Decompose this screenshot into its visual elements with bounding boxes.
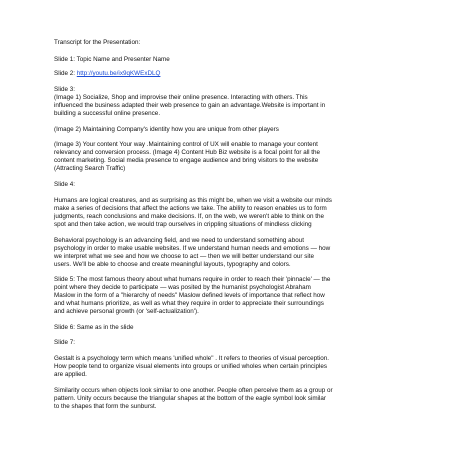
slide-4-paragraph-2-line: users. We'll be able to choose and create meaningful layouts, typography and colors. bbox=[54, 261, 291, 268]
slide-3-paragraph-3-line: content marketing. Social media presence to engage audience and bring visitors to the website bbox=[54, 157, 319, 164]
slide-5-line: and what humans prioritize, as well as what they require in order to appreciate their surroundings bbox=[54, 300, 324, 307]
slide-4-paragraph-1-line: spot and then take action, we would trap ourselves in crippling situations of mindless clicking bbox=[54, 221, 312, 228]
document-heading: Transcript for the Presentation: bbox=[54, 39, 141, 46]
slide-7-paragraph-2-line: to the shapes that form the sunburst. bbox=[54, 403, 157, 410]
slide-3-paragraph-2: (Image 2) Maintaining Company's identity how you are unique from other players bbox=[54, 126, 279, 133]
slide-5-line: Maslow in the form of a "hierarchy of needs" Maslow defined levels of importance that reflect how bbox=[54, 292, 325, 299]
slide-4-paragraph-1-line: Humans are logical creatures, and as surprising as this might be, when we visit a website our minds bbox=[54, 197, 332, 204]
slide-3-paragraph-1-line: building a successful online presence. bbox=[54, 110, 161, 117]
slide-2-prefix: Slide 2: bbox=[54, 70, 77, 77]
slide-5-line: point where they decide to participate — was posited by the humanist psychologist Abraham bbox=[54, 284, 311, 291]
slide-4-paragraph-2-line: Behavioral psychology is an advancing field, and we need to understand something about bbox=[54, 237, 304, 244]
slide-7-paragraph-2-line: pattern. Unity occurs because the triangular shapes at the bottom of the eagle symbol look similar bbox=[54, 395, 326, 402]
slide-7-title: Slide 7: bbox=[54, 339, 76, 346]
slide-3-paragraph-3-line: (Image 3) Your content Your way .Maintaining control of UX will enable to manage your content bbox=[54, 141, 318, 148]
slide-7-paragraph-1-line: are applied. bbox=[54, 371, 87, 378]
slide-4-paragraph-1-line: make a series of decisions that affect the actions we take. The ability to reason enables us to form bbox=[54, 205, 327, 212]
slide-2-video-link[interactable]: http://youtu.be/ix9qKWExDLQ bbox=[76, 70, 161, 77]
slide-7-paragraph-2-line: Similarity occurs when objects look similar to one another. People often perceive them as a group or bbox=[54, 387, 333, 394]
slide-3-paragraph-3-line: relevancy and conversion process. (Image 4) Content Hub Biz website is a focal point for all the bbox=[54, 149, 321, 156]
slide-4-paragraph-2-line: we interpret what we see and how we choose to act — then we will better understand our site bbox=[54, 253, 315, 260]
slide-5-line: and achieve personal growth (or 'self-actualization'). bbox=[54, 308, 199, 315]
slide-3-paragraph-3-line: (Attracting Search Traffic) bbox=[54, 165, 126, 172]
slide-3-title: Slide 3: bbox=[54, 86, 76, 93]
slide-3-paragraph-1-line: (Image 1) Socialize, Shop and improvise their online presence. Interacting with others. This bbox=[54, 94, 308, 101]
slide-7-paragraph-1-line: Gestalt is a psychology term which means 'unified whole" . It refers to theories of visual perception. bbox=[54, 355, 330, 362]
slide-7-paragraph-1-line: How people tend to organize visual elements into groups or unified wholes when certain principles bbox=[54, 363, 328, 370]
slide-2-line bbox=[54, 70, 160, 78]
slide-4-paragraph-2-line: psychology in order to make usable websites. If we understand human needs and emotions — how bbox=[54, 245, 331, 252]
slide-5-line: Slide 5: The most famous theory about what humans require in order to reach their 'pinnacle' — the bbox=[54, 276, 331, 283]
slide-4-title: Slide 4: bbox=[54, 181, 76, 188]
slide-1-line: Slide 1: Topic Name and Presenter Name bbox=[54, 56, 170, 63]
slide-6-line: Slide 6: Same as in the slide bbox=[54, 324, 134, 331]
slide-3-paragraph-1-line: influenced the business adapted their web presence to gain an advantage.Website is important in bbox=[54, 102, 326, 109]
slide-4-paragraph-1-line: judgments, reach conclusions and make decisions. If, on the web, we weren't able to think on the bbox=[54, 213, 325, 220]
